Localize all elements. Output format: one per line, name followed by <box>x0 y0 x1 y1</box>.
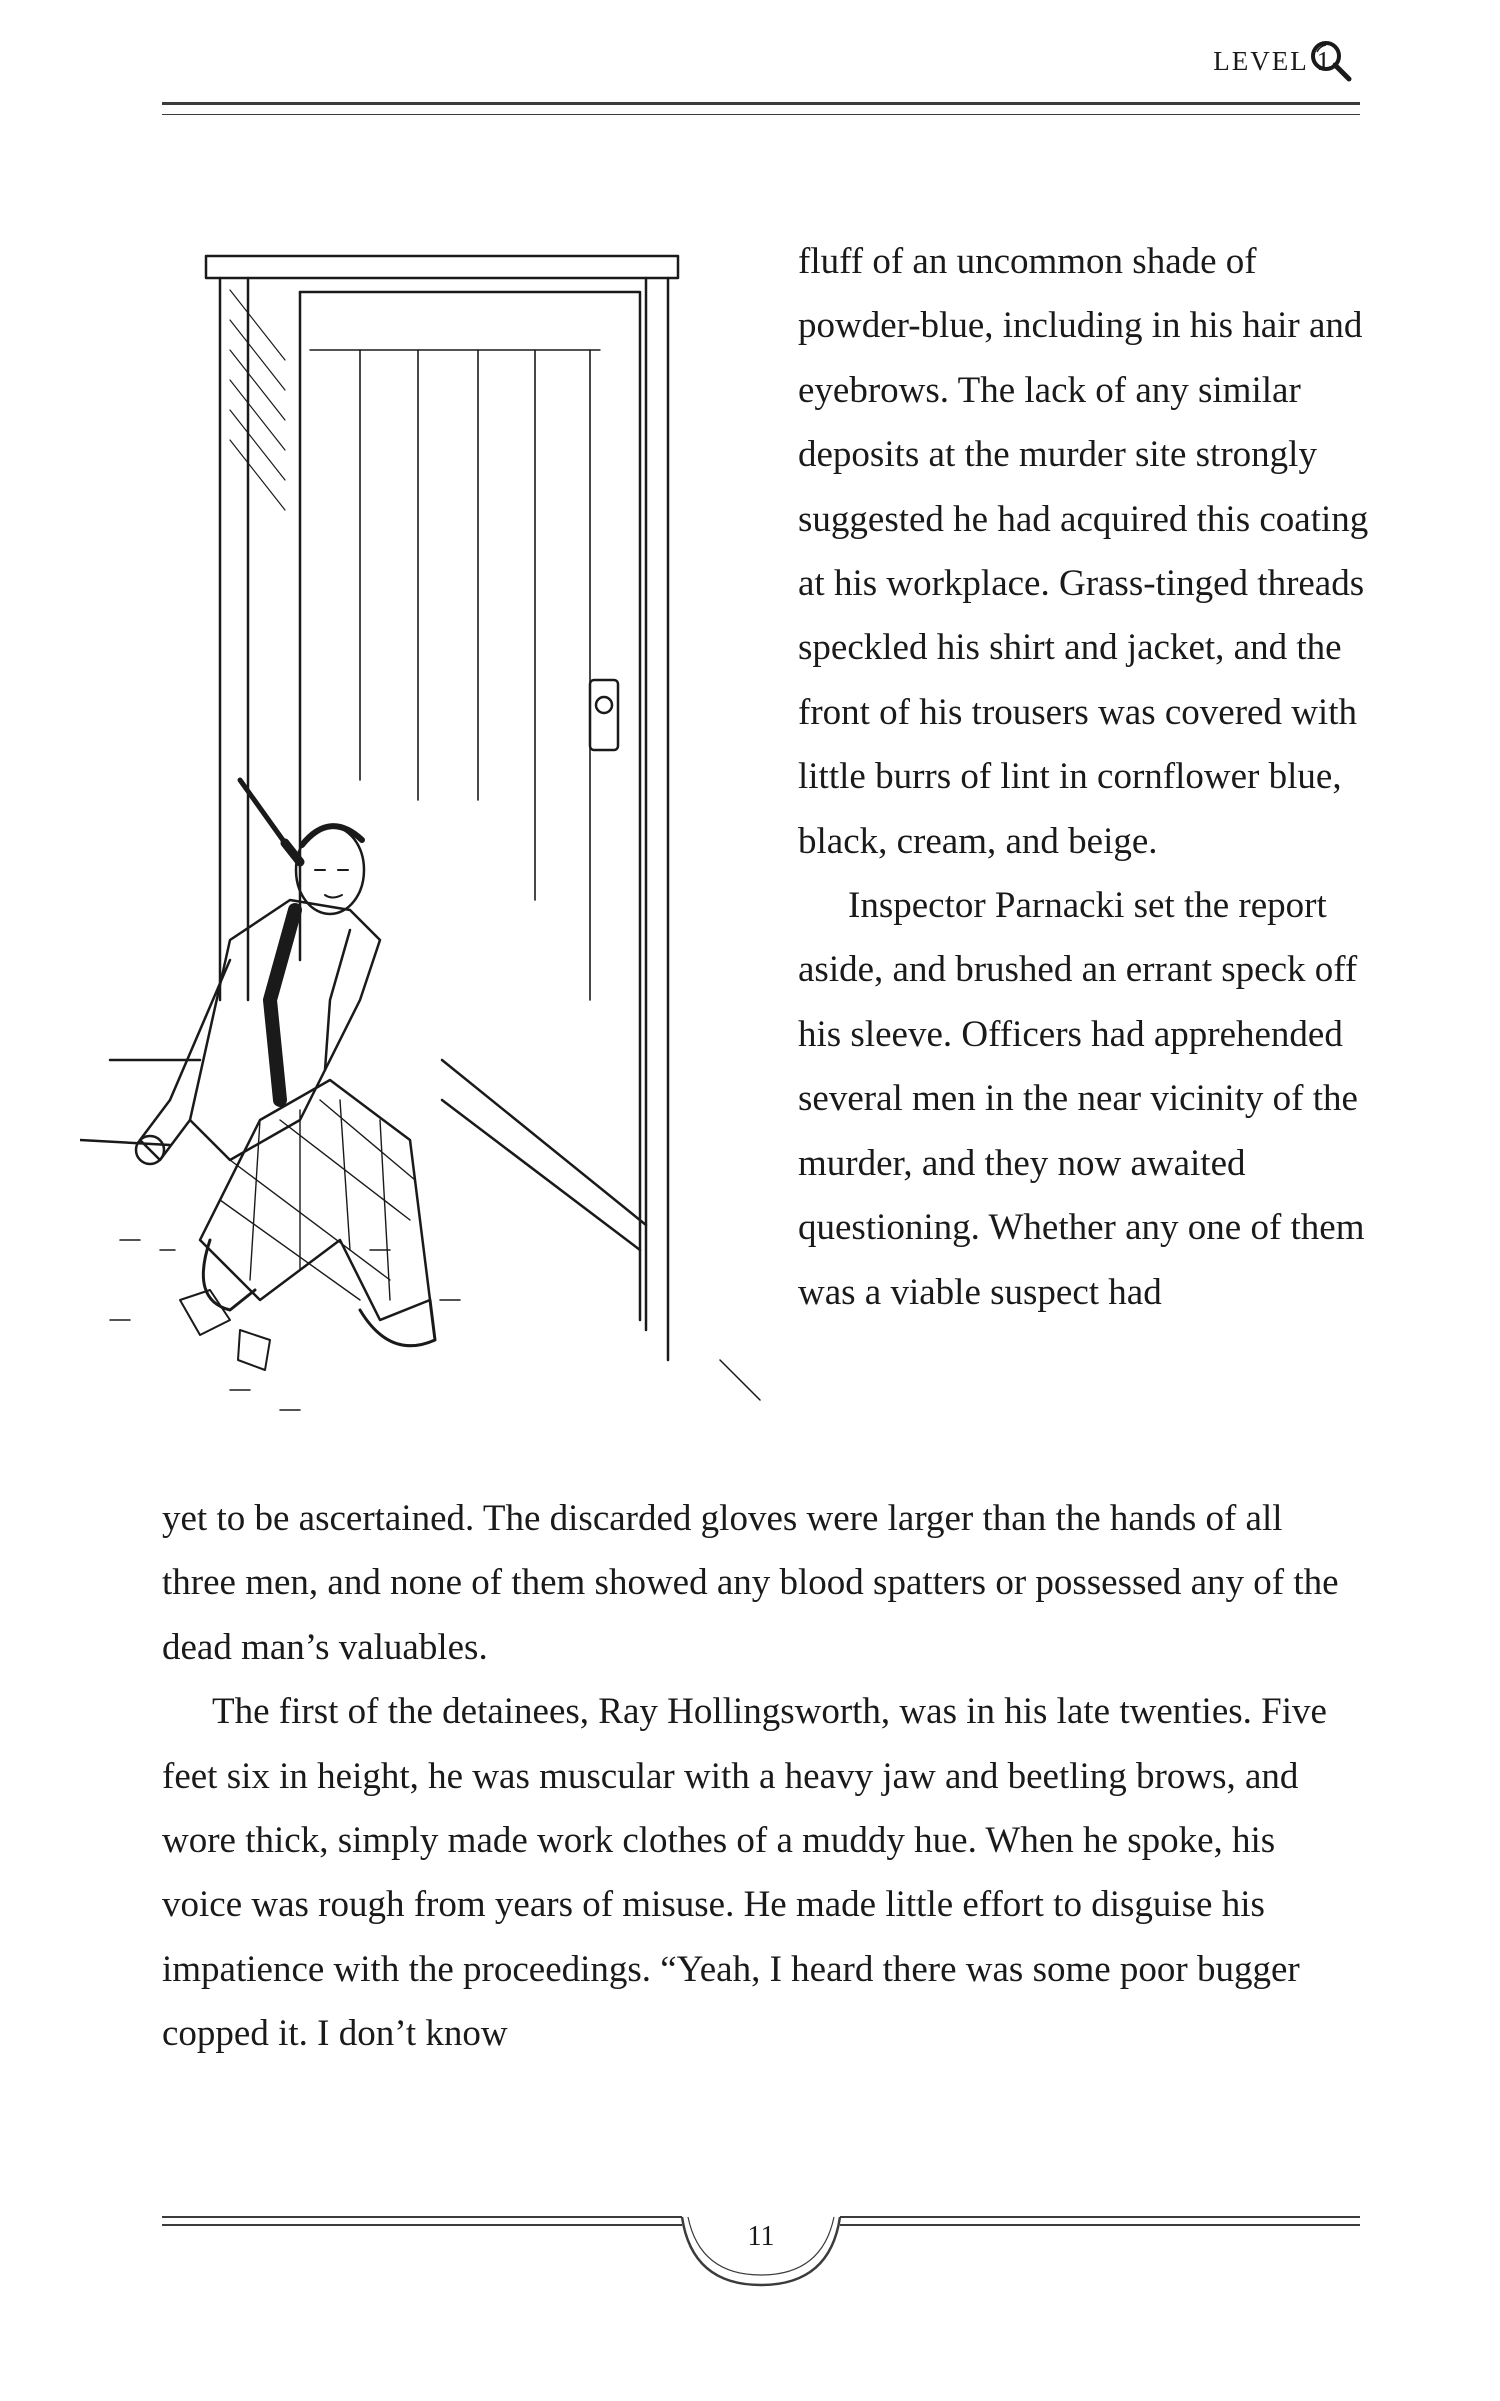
column-text <box>798 230 1378 1325</box>
murder-scene-illustration <box>80 240 780 1500</box>
header-rule <box>162 102 1360 115</box>
paragraph-hollingsworth: The first of the detainees, Ray Hollingsworth, was in his late twenties. Five feet six in height, he was muscular with a heavy jaw and beetling brows, and wore thick, simply made work clothes of a muddy hue. When he spoke, his voice was rough from years of misuse. He made little effort to disguise his impatience with the proceedings. “Yeah, I heard there was some poor bugger copped it. I don’t know <box>162 1691 1327 2055</box>
full-width-text <box>162 1487 1362 2067</box>
page-footer <box>162 2195 1360 2295</box>
page-number: 11 <box>747 2221 775 2252</box>
magnifier-icon <box>1304 34 1358 88</box>
paragraph-parnacki-end: yet to be ascertained. The discarded gloves were larger than the hands of all three men, and none of them showed any blood spatters or possessed any of the dead man’s valuables. <box>162 1498 1339 1668</box>
level-label: LEVEL 1 <box>1213 46 1332 76</box>
paragraph-parnacki-start: Inspector Parnacki set the report aside, and brushed an errant speck off his sleeve. Officers had apprehended several men in the near vicinity of the murder, and they now awaited questioning. Whether any one of them was a viable suspect had <box>798 885 1365 1313</box>
paragraph-lint-description: fluff of an uncommon shade of powder-blue, including in his hair and eyebrows. The lack of any similar deposits at the murder site strongly suggested he had acquired this coating at his workplace. Grass-tinged threads speckled his shirt and jacket, and the front of his trousers was covered with little burrs of lint in cornflower blue, black, cream, and beige. <box>798 241 1369 862</box>
